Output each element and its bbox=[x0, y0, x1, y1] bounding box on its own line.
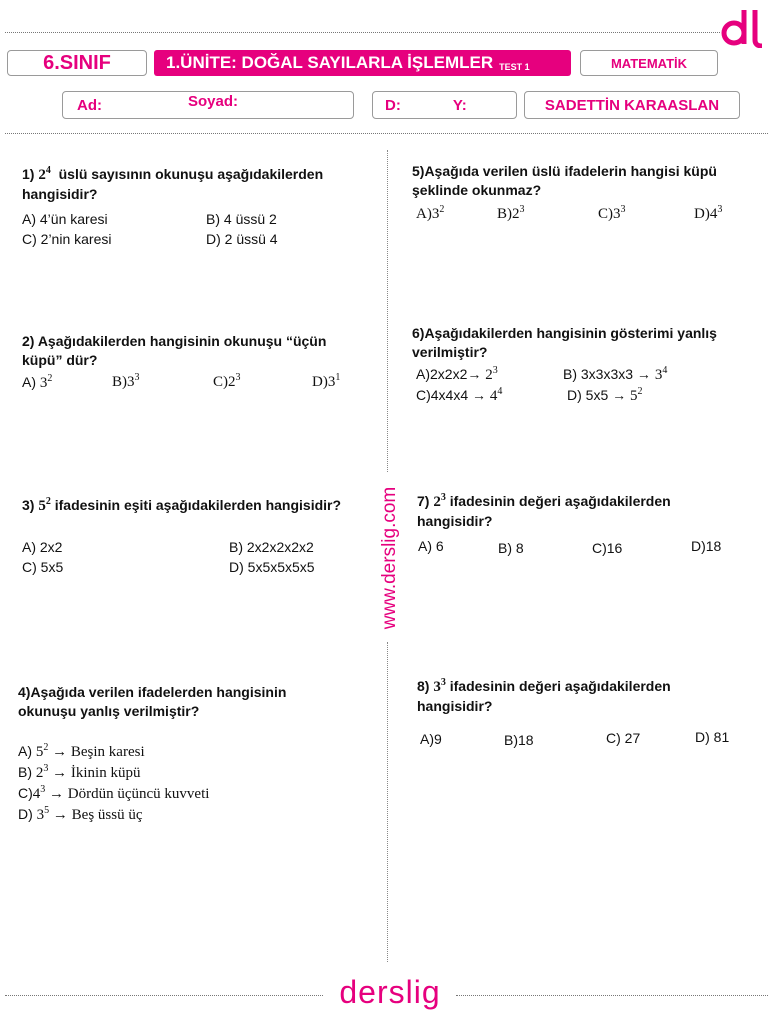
q2-option-c[interactable]: $C)2^3$ bbox=[213, 372, 241, 390]
q7-option-d[interactable]: D)18 bbox=[691, 538, 722, 554]
q3-option-c[interactable]: C) 5x5 bbox=[22, 559, 64, 575]
class-box[interactable] bbox=[372, 91, 517, 119]
q2-option-d[interactable]: $D)3^1$ bbox=[312, 372, 341, 390]
q2-option-a[interactable]: A) $3^2$ bbox=[22, 373, 53, 391]
q3-option-d[interactable]: D) 5x5x5x5x5 bbox=[229, 559, 315, 575]
q7-option-c[interactable]: C)16 bbox=[592, 540, 623, 556]
question-6: 6)Aşağıdakilerden hangisinin gösterimi yanlış verilmiştir? bbox=[412, 325, 717, 360]
q3-option-a[interactable]: A) 2x2 bbox=[22, 539, 63, 555]
y-label: Y: bbox=[452, 96, 467, 114]
question-7: 7) $2^3$ ifadesinin değeri aşağıdakilerden hangisidir? bbox=[417, 492, 671, 529]
q5-option-a[interactable]: $A)3^2$ bbox=[416, 204, 445, 222]
q7-option-b[interactable]: B) 8 bbox=[498, 540, 524, 556]
q4-option-b[interactable]: B) $2^3$ → İkinin küpü bbox=[18, 763, 141, 781]
question-5: 5)Aşağıda verilen üslü ifadelerin hangisi küpü şeklinde okunmaz? bbox=[412, 163, 717, 198]
q1-option-c[interactable]: C) 2’nin karesi bbox=[22, 231, 112, 247]
q6-option-c[interactable]: $C)4x4x4 \to 4^4$ bbox=[416, 386, 503, 404]
q2-option-b[interactable]: $B)3^3$ bbox=[112, 372, 140, 390]
grade-box bbox=[7, 50, 147, 76]
test-label: TEST 1 bbox=[499, 62, 530, 72]
subject-label: MATEMATİK bbox=[610, 55, 688, 71]
unit-title: 1.ÜNİTE: DOĞAL SAYILARLA İŞLEMLER bbox=[166, 53, 494, 72]
question-4: 4)Aşağıda verilen ifadelerden hangisinin okunuşu yanlış verilmiştir? bbox=[18, 684, 287, 719]
teacher-name: SADETTİN KARAASLAN bbox=[544, 96, 720, 114]
name-box[interactable] bbox=[62, 91, 354, 119]
q7-option-a[interactable]: A) 6 bbox=[418, 538, 444, 554]
subject-box bbox=[580, 50, 718, 76]
column-divider bbox=[387, 150, 388, 472]
q8-option-b[interactable]: B)18 bbox=[504, 732, 534, 748]
teacher-box bbox=[524, 91, 740, 119]
unit-box bbox=[154, 50, 571, 76]
q8-option-d[interactable]: D) 81 bbox=[695, 729, 730, 745]
footer-brand: derslig bbox=[339, 974, 441, 1010]
q5-option-d[interactable]: $D)4^3$ bbox=[694, 204, 723, 222]
q1-option-b[interactable]: B) 4 üssü 2 bbox=[206, 211, 277, 227]
d-label: D: bbox=[385, 96, 401, 114]
surname-label: Soyad: bbox=[188, 92, 239, 110]
q4-option-d[interactable]: D) $3^5$ → Beş üssü üç bbox=[18, 805, 143, 823]
q1-option-d[interactable]: D) 2 üssü 4 bbox=[206, 231, 278, 247]
q4-option-c[interactable]: $C)4^3$ → Dördün üçüncü kuvveti bbox=[18, 784, 210, 802]
q6-option-b[interactable]: B) $3x3x3x3 \to 3^4$ bbox=[563, 365, 668, 383]
name-label: Ad: bbox=[77, 96, 102, 114]
q4-option-a[interactable]: A) $5^2$ → Beşin karesi bbox=[18, 742, 145, 760]
grade-label: 6.SINIF bbox=[43, 51, 111, 74]
q6-option-a[interactable]: $A)2x2x2\to 2^3$ bbox=[416, 365, 498, 383]
q1-option-a[interactable]: A) 4’ün karesi bbox=[22, 211, 108, 227]
q5-option-b[interactable]: $B)2^3$ bbox=[497, 204, 525, 222]
column-divider-lower bbox=[387, 642, 388, 962]
question-3: 3) $5^2$ ifadesinin eşiti aşağıdakilerden hangisidir? bbox=[22, 496, 342, 514]
q3-option-b[interactable]: B) 2x2x2x2x2 bbox=[229, 539, 314, 555]
side-url: www.derslig.com bbox=[379, 486, 400, 630]
q8-option-c[interactable]: C) 27 bbox=[606, 730, 641, 746]
question-2: 2) Aşağıdakilerden hangisinin okunuşu “üçün küpü” dür? bbox=[22, 333, 327, 368]
q8-option-a[interactable]: A)9 bbox=[420, 731, 442, 747]
q5-option-c[interactable]: $C)3^3$ bbox=[598, 204, 626, 222]
derslig-logo bbox=[720, 6, 766, 48]
question-8: 8) $3^3$ ifadesinin değeri aşağıdakilerden hangisidir? bbox=[417, 677, 671, 714]
question-1: 1) $2^4$ üslü sayısının okunuşu aşağıdakilerden hangisidir? bbox=[22, 165, 324, 202]
q6-option-d[interactable]: D) $5x5 \to 5^2$ bbox=[567, 386, 643, 404]
